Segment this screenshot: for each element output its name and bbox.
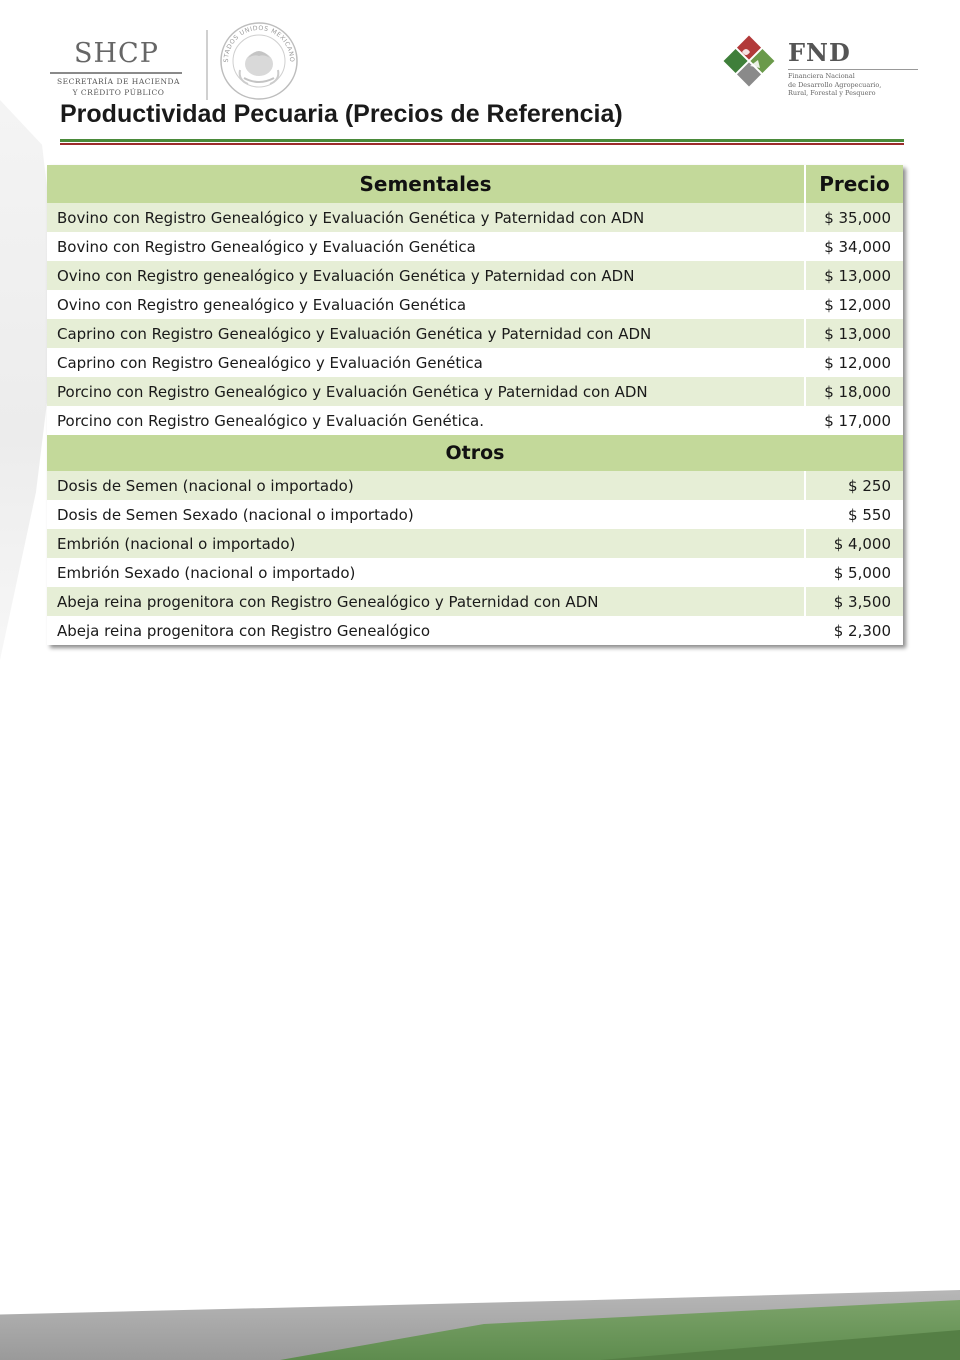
table-row	[47, 203, 903, 232]
column-header-precio: Precio	[805, 165, 903, 203]
row-description: Abeja reina progenitora con Registro Genealógico y Paternidad con ADN	[47, 587, 805, 616]
row-description: Porcino con Registro Genealógico y Evaluación Genética y Paternidad con ADN	[47, 377, 805, 406]
table-row	[47, 500, 903, 529]
table-row	[47, 319, 903, 348]
fnd-logo-text: FND	[788, 38, 851, 67]
row-description: Bovino con Registro Genealógico y Evaluación Genética	[47, 232, 805, 261]
table-row	[47, 587, 903, 616]
row-description: Embrión Sexado (nacional o importado)	[47, 558, 805, 587]
row-description: Porcino con Registro Genealógico y Evaluación Genética.	[47, 406, 805, 435]
shcp-subtitle-line1: SECRETARÍA DE HACIENDA	[57, 77, 180, 86]
footer-decoration	[0, 640, 960, 720]
row-description: Ovino con Registro genealógico y Evaluación Genética	[47, 290, 805, 319]
fnd-logo-subtitle	[788, 69, 918, 98]
shcp-logo-text: SHCP	[74, 38, 159, 69]
row-description: Caprino con Registro Genealógico y Evaluación Genética y Paternidad con ADN	[47, 319, 805, 348]
row-price: $ 35,000	[805, 203, 903, 232]
row-price: $ 18,000	[805, 377, 903, 406]
row-price: $ 2,300	[805, 616, 903, 645]
row-description: Abeja reina progenitora con Registro Genealógico	[47, 616, 805, 645]
table-row	[47, 261, 903, 290]
row-price: $ 5,000	[805, 558, 903, 587]
row-description: Ovino con Registro genealógico y Evaluación Genética y Paternidad con ADN	[47, 261, 805, 290]
row-price: $ 13,000	[805, 319, 903, 348]
fnd-logo-icon	[720, 32, 778, 90]
table-row	[47, 406, 903, 435]
row-description: Bovino con Registro Genealógico y Evaluación Genética y Paternidad con ADN	[47, 203, 805, 232]
shcp-subtitle-line2: Y CRÉDITO PÚBLICO	[72, 88, 165, 97]
header-divider	[206, 30, 208, 100]
table-row	[47, 290, 903, 319]
row-price: $ 250	[805, 471, 903, 500]
row-price: $ 34,000	[805, 232, 903, 261]
seal-text: STADOS UNIDOS MEXICANO	[222, 24, 296, 63]
table-row	[47, 471, 903, 500]
row-price: $ 4,000	[805, 529, 903, 558]
mexico-seal-icon	[218, 20, 300, 102]
column-header-sementales: Sementales	[47, 165, 805, 203]
table-row	[47, 377, 903, 406]
table-row	[47, 348, 903, 377]
table-row	[47, 529, 903, 558]
fnd-subtitle-line1: Financiera Nacional	[788, 72, 855, 80]
table-header-row	[47, 165, 903, 203]
header	[0, 0, 960, 150]
row-description: Caprino con Registro Genealógico y Evaluación Genética	[47, 348, 805, 377]
shcp-logo-rule	[50, 72, 182, 74]
title-rule-red	[60, 143, 904, 145]
page-title: Productividad Pecuaria (Precios de Referencia)	[60, 100, 623, 128]
row-price: $ 12,000	[805, 290, 903, 319]
shcp-logo-subtitle	[56, 76, 181, 98]
title-rule-green	[60, 139, 904, 142]
row-price: $ 12,000	[805, 348, 903, 377]
row-price: $ 550	[805, 500, 903, 529]
fnd-subtitle-line3: Rural, Forestal y Pesquero	[788, 89, 876, 97]
fnd-subtitle-line2: de Desarrollo Agropecuario,	[788, 80, 882, 89]
row-price: $ 17,000	[805, 406, 903, 435]
table-row	[47, 558, 903, 587]
section-header-otros	[47, 435, 903, 471]
row-price: $ 3,500	[805, 587, 903, 616]
row-description: Embrión (nacional o importado)	[47, 529, 805, 558]
price-table	[47, 165, 903, 645]
row-description: Dosis de Semen Sexado (nacional o importado)	[47, 500, 805, 529]
row-price: $ 13,000	[805, 261, 903, 290]
row-description: Dosis de Semen (nacional o importado)	[47, 471, 805, 500]
table-row	[47, 232, 903, 261]
section-label-otros: Otros	[47, 435, 903, 471]
